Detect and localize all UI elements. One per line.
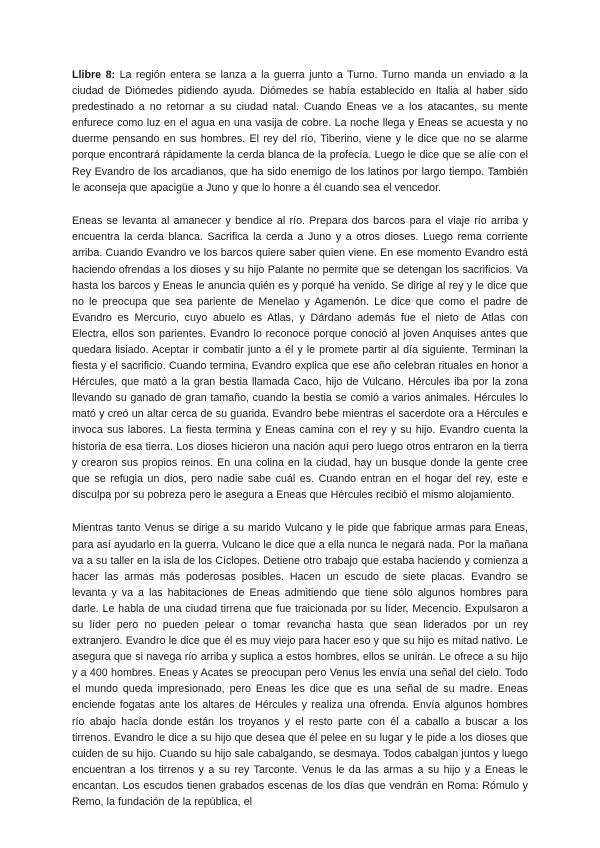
paragraph-2: Eneas se levanta al amanecer y bendice al río. Prepara dos barcos para el viaje río arriba y encuentra la cerda blanca. Sacrifica la cerda a Juno y a otros dioses. Luego rema corriente arriba. Cuando Evandro ve los barcos quiere saber quien viene. En ese momento Evandro está haciendo ofrendas a los dioses y su hijo Palante no permite que se detengan los sacrificios. Va hasta los barcos y Eneas le anuncia quién es y porqué ha venido. Se dirige al rey y le dice que no le preocupa que sea pariente de Menelao y Agamenón. Le dice que como el padre de Evandro es Mercurio, cuyo abuelo es Atlas, y Dárdano además fue el nieto de Atlas con Electra, ellos son parientes. Evandro lo reconoce porque conoció al joven Anquises antes que quedara lisiado. Aceptar ir combatir junto a él y le promete partir al día siguiente. Terminan la fiesta y el sacrificio. Cuando termina, Evandro explica que ese año celebran rituales en honor a Hércules, que mató a la gran bestia llamada Caco, hijo de Vulcano. Hércules iba por la zona llevando su ganado de gran tamaño, cuando la bestia se comió a varios animales. Hércules lo mató y creó un altar cerca de su guarida. Evandro bebe mientras el sacerdote ora a Hércules e invoca sus labores. La fiesta termina y Eneas camina con el rey y su hijo. Evandro cuenta la historia de esa tierra. Los dioses hicieron una nación aquí pero luego otros entraron en la tierra y crearon sus propios reinos. En una colina en la ciudad, hay un busque donde la gente cree que se refugia un dios, pero nadie sabe cuál es. Cuando entran en el hogar del rey, este e disculpa por su pobreza pero le asegura a Eneas que Hércules recibió el mismo alojamiento. — [72, 215, 528, 501]
book-heading: Llibre 8: — [72, 69, 116, 81]
paragraph-1 — [72, 67, 528, 196]
paragraph-1-text: La región entera se lanza a la guerra junto a Turno. Turno manda un enviado a la ciudad de Diómedes pidiendo ayuda. Diómedes se había establecido en Italia al haber sido predestinado a no retornar a su ciudad natal. Cuando Eneas ve a los atacantes, su mente enfurece como luz en el agua en una vasija de cobre. La noche llega y Eneas se acuesta y no duerme pensando en sus hombres. El rey del río, Tiberino, viene y le dice que no se alarme porque encontrará rápidamente la cerda blanca de la profecía. Luego le dice que se alíe con el Rey Evandro de los arcadianos, que ha sido enemigo de los latinos por largo tiempo. También le aconseja que apacigüe a Juno y que lo honre a él cuando sea el vencedor. — [72, 69, 528, 194]
paragraph-3: Mientras tanto Venus se dirige a su marido Vulcano y le pide que fabrique armas para Eneas, para así ayudarlo en la guerra. Vulcano le dice que a ella nunca le negará nada. Por la mañana va a su taller en la isla de los Cíclopes. Detiene otro trabajo que estaba haciendo y comienza a hacer las armas más poderosas posibles. Hacen un escudo de siete placas. Evandro se levanta y va a las habitaciones de Eneas admitiendo que tiene sólo algunos hombres para darle. Le habla de una ciudad tirrena que fue traicionada por su líder, Mecencio. Expulsaron a su líder pero no pueden pelear o tomar revancha hasta que sean liderados por un rey extranjero. Evandro le dice que él es muy viejo para hacer eso y que su hijo es mitad nativo. Le asegura que si navega río arriba y suplica a estos hombres, ellos se unirán. Le ofrece a su hijo y a 400 hombres. Eneas y Acates se preocupan pero Venus les envía una señal del cielo. Todo el mundo queda impresionado, pero Eneas les dice que es una señal de su madre. Eneas enciende fogatas ante los altares de Hércules y realiza una ofrenda. Envía algunos hombres río abajo hacía donde están los troyanos y el resto parte con él a caballo a buscar a los tirrenos. Evandro le dice a su hijo que desea que él pelee en su lugar y le pide a los dioses que cuiden de su hijo. Cuando su hijo sale cabalgando, se desmaya. Todos cabalgan juntos y luego encuentran a los tirrenos y a su rey Tarconte. Venus le da las armas a su hijo y a Eneas le encantan. Los escudos tienen grabados escenas de los días que vendrán en Roma: Rómulo y Remo, la fundación de la república, el — [72, 522, 528, 809]
